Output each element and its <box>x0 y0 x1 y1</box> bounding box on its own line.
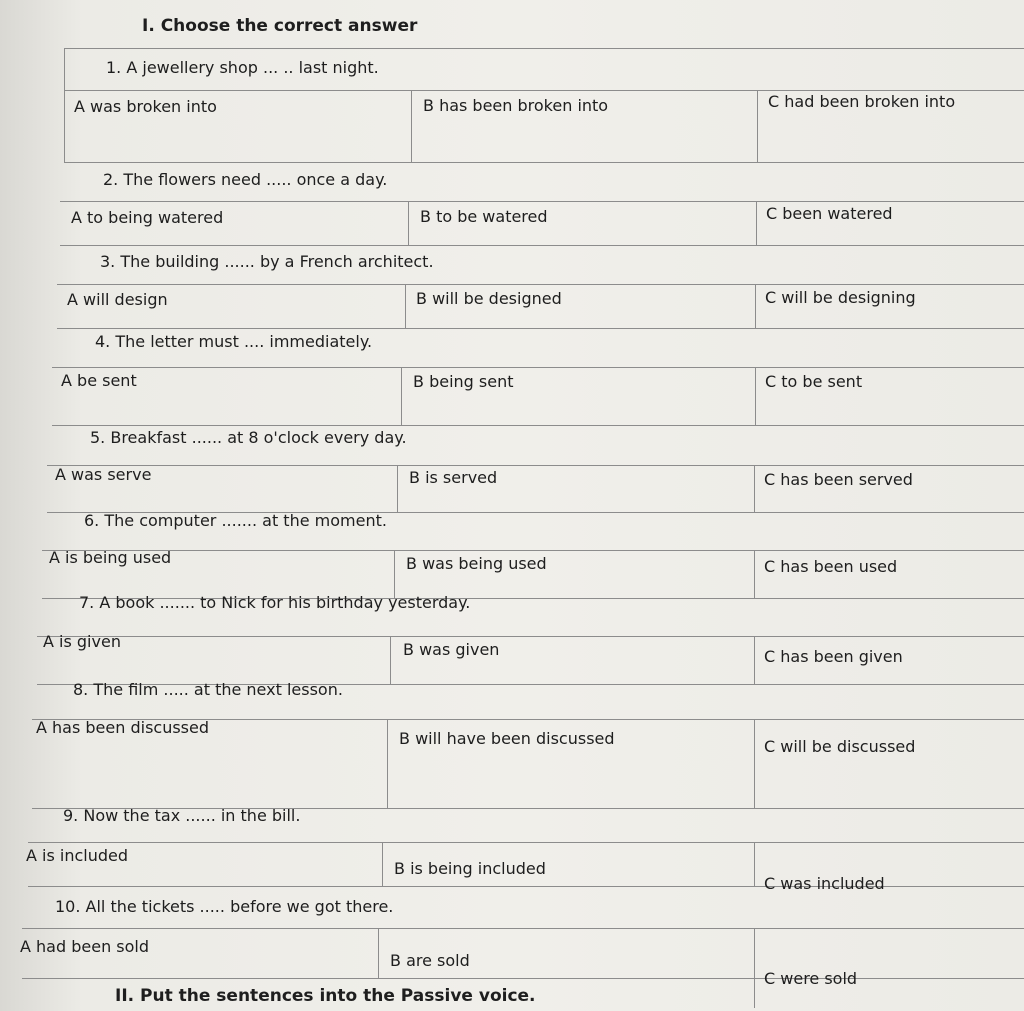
table-rule <box>405 284 406 329</box>
table-rule <box>52 425 1024 426</box>
table-rule <box>755 284 756 329</box>
table-rule <box>757 90 758 163</box>
table-rule <box>754 842 755 887</box>
question-text: 5. Breakfast ...... at 8 o'clock every day. <box>90 428 407 447</box>
table-rule <box>394 550 395 599</box>
table-rule <box>754 636 755 685</box>
question-text: 1. A jewellery shop ... .. last night. <box>106 58 379 77</box>
option-a[interactable]: A was broken into <box>74 97 217 116</box>
option-a[interactable]: A is included <box>26 846 129 865</box>
table-rule <box>60 245 1024 246</box>
table-rule <box>37 636 1024 637</box>
option-c[interactable]: C has been given <box>764 647 903 666</box>
option-c[interactable]: C been watered <box>766 204 893 223</box>
table-rule <box>57 328 1024 329</box>
table-rule <box>57 284 1024 285</box>
table-rule <box>64 90 1024 91</box>
table-rule <box>64 48 1024 49</box>
option-a[interactable]: A is given <box>43 632 121 651</box>
option-b[interactable]: B is served <box>409 468 498 487</box>
table-rule <box>64 162 1024 163</box>
table-rule <box>408 201 409 246</box>
table-rule <box>42 550 1024 551</box>
option-b[interactable]: B was being used <box>406 554 547 573</box>
option-c[interactable]: C will be discussed <box>764 737 916 756</box>
table-rule <box>755 367 756 426</box>
option-a[interactable]: A had been sold <box>20 937 150 956</box>
option-a[interactable]: A will design <box>67 290 168 309</box>
table-rule <box>756 201 757 246</box>
table-rule <box>22 928 1024 929</box>
question-text: 6. The computer ....... at the moment. <box>84 511 387 530</box>
option-a[interactable]: A be sent <box>61 371 137 390</box>
question-text: 10. All the tickets ..... before we got there. <box>55 897 394 916</box>
option-a[interactable]: A is being used <box>49 548 172 567</box>
option-c[interactable]: C were sold <box>764 969 858 988</box>
question-text: 7. A book ....... to Nick for his birthday yesterday. <box>79 593 471 612</box>
table-rule <box>28 842 1024 843</box>
table-rule <box>397 465 398 513</box>
option-c[interactable]: C to be sent <box>765 372 863 391</box>
option-b[interactable]: B has been broken into <box>423 96 609 115</box>
table-rule <box>64 48 65 163</box>
section-2-title: II. Put the sentences into the Passive voice. <box>115 986 536 1006</box>
table-rule <box>401 367 402 426</box>
option-b[interactable]: B was given <box>403 640 500 659</box>
table-rule <box>754 550 755 599</box>
question-text: 4. The letter must .... immediately. <box>95 332 373 351</box>
option-c[interactable]: C was included <box>764 874 885 893</box>
table-rule <box>378 928 379 979</box>
table-rule <box>22 978 1024 979</box>
option-c[interactable]: C had been broken into <box>768 92 956 111</box>
question-text: 8. The film ..... at the next lesson. <box>73 680 343 699</box>
table-rule <box>382 842 383 887</box>
option-b[interactable]: B are sold <box>390 951 470 970</box>
option-a[interactable]: A to being watered <box>71 208 224 227</box>
table-rule <box>754 465 755 513</box>
question-text: 9. Now the tax ...... in the bill. <box>63 806 301 825</box>
table-rule <box>411 90 412 163</box>
option-a[interactable]: A was serve <box>55 465 152 484</box>
option-b[interactable]: B will be designed <box>416 289 562 308</box>
table-rule <box>390 636 391 685</box>
question-text: 2. The flowers need ..... once a day. <box>103 170 388 189</box>
option-b[interactable]: B is being included <box>394 859 546 878</box>
table-rule <box>754 928 755 1008</box>
table-rule <box>52 367 1024 368</box>
table-rule <box>60 201 1024 202</box>
option-c[interactable]: C has been served <box>764 470 913 489</box>
table-rule <box>47 465 1024 466</box>
option-a[interactable]: A has been discussed <box>36 718 210 737</box>
option-c[interactable]: C has been used <box>764 557 898 576</box>
table-rule <box>387 719 388 809</box>
option-b[interactable]: B to be watered <box>420 207 548 226</box>
option-b[interactable]: B being sent <box>413 372 514 391</box>
option-b[interactable]: B will have been discussed <box>399 729 615 748</box>
section-1-title: I. Choose the correct answer <box>142 16 418 36</box>
table-rule <box>754 719 755 809</box>
option-c[interactable]: C will be designing <box>765 288 916 307</box>
question-text: 3. The building ...... by a French architect. <box>100 252 434 271</box>
